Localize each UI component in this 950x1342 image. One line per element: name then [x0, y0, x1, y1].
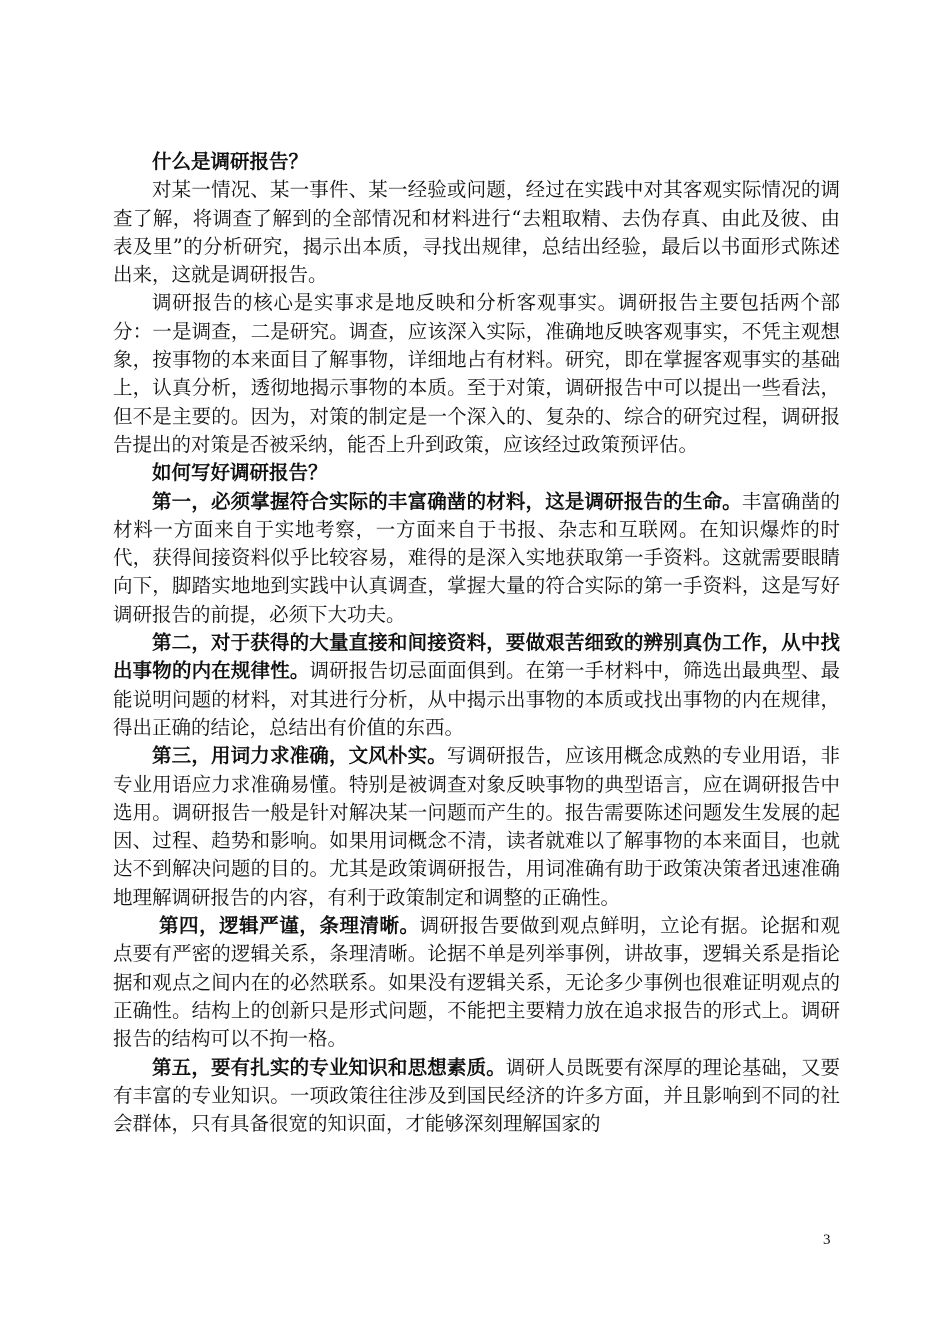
section-heading-how-to-write: 如何写好调研报告？: [152, 461, 328, 485]
paragraph-point-3: [113, 742, 840, 912]
paragraph-core: 调研报告的核心是实事求是地反映和分析客观事实。调研报告主要包括两个部分：一是调查，二是研究。调查，应该深入实际，准确地反映客观事实，不凭主观想象，按事物的本来面目了解事物，详细地占有材料。研究，即在掌握客观事实的基础上，认真分析，透彻地揭示事物的本质。至于对策，调研报告中可以提出一些看法，但不是主要的。因为，对策的制定是一个深入的、复杂的、综合的研究过程，调研报告提出的对策是否被采纳，能否上升到政策，应该经过政策预评估。: [113, 291, 840, 456]
paragraph-definition: 对某一情况、某一事件、某一经验或问题，经过在实践中对其客观实际情况的调查了解，将调查了解到的全部情况和材料进行“去粗取精、去伪存真、由此及彼、由表及里”的分析研究，揭示出本质，寻找出规律，总结出经验，最后以书面形式陈述出来，这就是调研报告。: [113, 178, 840, 287]
point-4-lead: 第四，逻辑严谨，条理清晰。: [159, 914, 420, 938]
paragraph-point-2: [113, 629, 840, 742]
paragraph-point-4: [113, 912, 840, 1053]
point-2-body: 调研报告切忌面面俱到。在第一手材料中，筛选出最典型、最能说明问题的材料，对其进行分析，从中揭示出事物的本质或找出事物的内在规律，得出正确的结论，总结出有价值的东西。: [113, 659, 840, 739]
point-5-lead: 第五，要有扎实的专业知识和思想素质。: [152, 1055, 506, 1079]
point-3-body: 写调研报告，应该用概念成熟的专业用语，非专业用语应力求准确易懂。特别是被调查对象反映事物的典型语言，应在调研报告中选用。调研报告一般是针对解决某一问题而产生的。报告需要陈述问题发生发展的起因、过程、趋势和影响。如果用词概念不清，读者就难以了解事物的本来面目，也就达不到解决问题的目的。尤其是政策调研报告，用词准确有助于政策决策者迅速准确地理解调研报告的内容，有利于政策制定和调整的正确性。: [113, 744, 840, 909]
paragraph-point-5: [113, 1054, 840, 1139]
point-1-lead: 第一，必须掌握符合实际的丰富确凿的材料，这是调研报告的生命。: [152, 489, 742, 513]
page-number: 3: [823, 1232, 831, 1248]
point-3-lead: 第三，用词力求准确，文风朴实。: [152, 744, 447, 768]
point-4-body: 调研报告要做到观点鲜明，立论有据。论据和观点要有严密的逻辑关系，条理清晰。论据不单是列举事例，讲故事，逻辑关系是指论据和观点之间内在的必然联系。如果没有逻辑关系，无论多少事例也很难证明观点的正确性。结构上的创新只是形式问题，不能把主要精力放在追求报告的形式上。调研报告的结构可以不拘一格。: [113, 914, 840, 1051]
point-1-body: 丰富确凿的材料一方面来自于实地考察，一方面来自于书报、杂志和互联网。在知识爆炸的时代，获得间接资料似乎比较容易，难得的是深入实地获取第一手资料。这就需要眼睛向下，脚踏实地地到实践中认真调查，掌握大量的符合实际的第一手资料，这是写好调研报告的前提，必须下大功夫。: [113, 489, 840, 626]
point-5-body: 调研人员既要有深厚的理论基础，又要有丰富的专业知识。一项政策往往涉及到国民经济的许多方面，并且影响到不同的社会群体，只有具备很宽的知识面，才能够深刻理解国家的: [113, 1055, 840, 1136]
section-heading-what-is-report: 什么是调研报告？: [152, 150, 309, 173]
document-body: [113, 148, 840, 1138]
paragraph-point-1: [113, 488, 840, 629]
point-2-lead: 第二，对于获得的大量直接和间接资料，要做艰苦细致的辨别真伪工作，从中找出事物的内在规律性。: [113, 631, 840, 683]
